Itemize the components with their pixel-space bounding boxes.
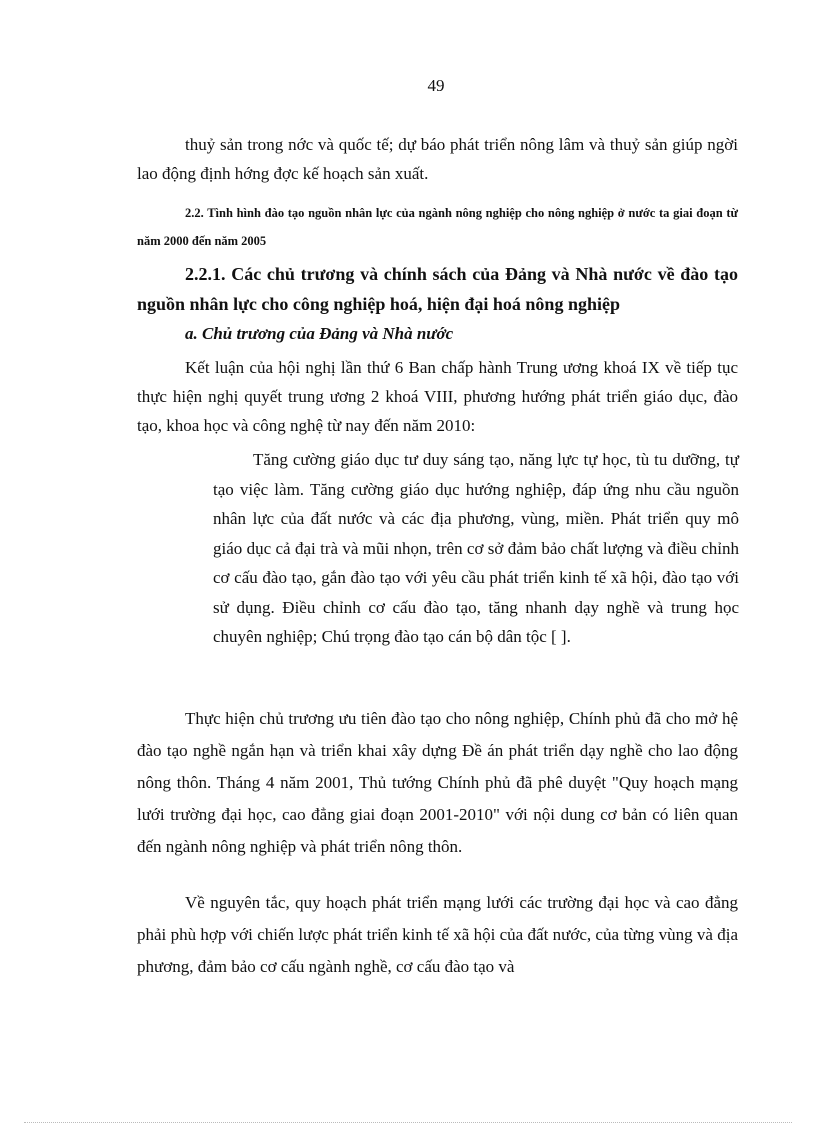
paragraph-implementation: Thực hiện chủ trương ưu tiên đào tạo cho nông nghiệp, Chính phủ đã cho mở hệ đào tạo nghề ngắn hạn và triển khai xây dựng Đề án phát triển dạy nghề cho lao động nông thôn. Tháng 4 năm 2001, Thủ tướng Chính phủ đã phê duyệt "Quy hoạch mạng lưới trường đại học, cao đẳng giai đoạn 2001-2010" với nội dung cơ bản có liên quan đến ngành nông nghiệp và phát triển nông thôn. bbox=[137, 709, 738, 856]
paragraph-conclusion: Kết luận của hội nghị lần thứ 6 Ban chấp hành Trung ương khoá IX về tiếp tục thực hiện nghị quyết trung ương 2 khoá VIII, phương hướng phát triển giáo dục, đào tạo, khoa học và công nghệ từ nay đến năm 2010: bbox=[137, 358, 738, 435]
block-quote: Tăng cường giáo dục tư duy sáng tạo, năng lực tự học, tù tu dưỡng, tự tạo việc làm. Tăng cường giáo dục hướng nghiệp, đáp ứng nhu cầu nguồn nhân lực của đất nước và các địa phương, vùng, miền. Phát triển quy mô giáo dục cả đại trà và mũi nhọn, trên cơ sở đảm bảo chất lượng và điều chỉnh cơ cấu đào tạo, gắn đào tạo với yêu cầu phát triển kinh tế xã hội, đào tạo với sử dụng. Điều chỉnh cơ cấu đào tạo, tăng nhanh dạy nghề và trung học chuyên nghiệp; Chú trọng đào tạo cán bộ dân tộc [ ]. bbox=[213, 450, 739, 646]
page-number: 49 bbox=[427, 76, 445, 95]
subheading-a: a. Chủ trương của Đảng và Nhà nước bbox=[185, 324, 454, 343]
section-heading-2-2: 2.2. Tình hình đào tạo nguồn nhân lực của ngành nông nghiệp cho nông nghiệp ở nước ta giai đoạn từ năm 2000 đến năm 2005 bbox=[137, 206, 738, 248]
paragraph-principle: Về nguyên tắc, quy hoạch phát triển mạng lưới các trường đại học và cao đẳng phải phù hợp với chiến lược phát triển kinh tế xã hội của đất nước, của từng vùng và địa phương, đảm bảo cơ cấu ngành nghề, cơ cấu đào tạo và bbox=[137, 893, 738, 976]
section-heading-2-2-1: 2.2.1. Các chủ trương và chính sách của Đảng và Nhà nước về đào tạo nguồn nhân lực cho công nghiệp hoá, hiện đại hoá nông nghiệp bbox=[137, 264, 738, 314]
paragraph-continuation: thuỷ sản trong nớc và quốc tế; dự báo phát triển nông lâm và thuỷ sản giúp ngời lao động định hớng đợc kế hoạch sản xuất. bbox=[137, 135, 738, 183]
